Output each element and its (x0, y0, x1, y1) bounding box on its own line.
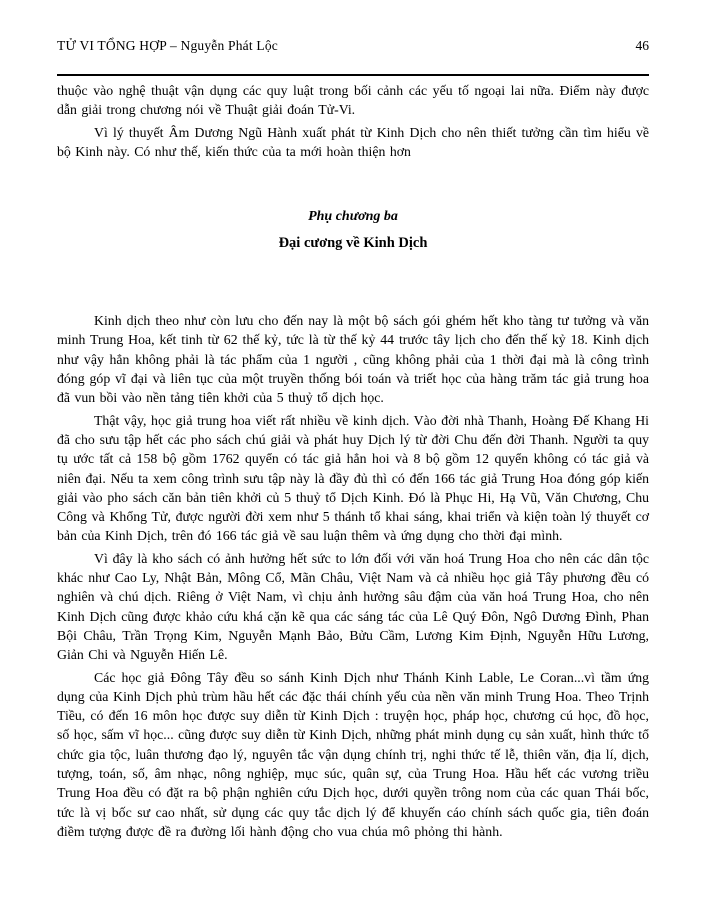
paragraph-body-2: Thật vậy, học giả trung hoa viết rất nhiều về kinh dịch. Vào đời nhà Thanh, Hoàng Đế Khang Hi đã cho sưu tập hết các pho sách chú giải và phát huy Dịch lý từ đời Chu đến đời Thanh. Người ta quy tụ ước tất cả 158 bộ gồm 1762 quyển có tác giả hẳn hoi và 8 bộ gồm 12 quyển không có tác giả và niên đại. Nếu ta xem công trình sưu tập này là đầy đủ thì có đến 166 tác giả Trung Hoa đóng góp kiến giải vào pho sách căn bản tiên khởi củ 5 thuỷ tổ Dịch Kinh. Đó là Phục Hi, Hạ Vũ, Văn Chương, Chu Công và Khổng Tử, được người đời xem như 5 thánh tổ khai sáng, khai triển và kiện toàn lý thuyết cơ bản của Kinh Dịch, trên đó 166 tác giả về sau luận thêm và ứng dụng cho thời đại mình. (57, 412, 649, 544)
page-number: 46 (635, 38, 649, 53)
chapter-title: Đại cương về Kinh Dịch (278, 235, 428, 252)
running-title: TỬ VI TỔNG HỢP – Nguyễn Phát Lộc (57, 38, 278, 53)
chapter-subtitle: Phụ chương ba (308, 209, 398, 225)
paragraph-body-3: Vì đây là kho sách có ảnh hưởng hết sức to lớn đối với văn hoá Trung Hoa cho nên các dân tộc khác như Cao Ly, Nhật Bản, Mông Cổ, Mãn Châu, Việt Nam và cả nhiều học giả Tây phương đều có nghiên và chú dịch. Riêng ở Việt Nam, vì chịu ảnh hưởng sâu đậm của văn hoá Trung Hoa, cho nên Kinh Dịch cũng được khảo cứu khá cặn kẽ qua các sáng tác của Lê Quý Đôn, Ngô Dương Đình, Phan Bội Châu, Trần Trọng Kim, Nguyễn Mạnh Bảo, Bửu Cầm, Lương Kim Định, Nguyễn Hữu Lương, Giản Chi và Nguyễn Hiến Lê. (57, 550, 649, 663)
chapter-body (57, 311, 649, 841)
paragraph-intro: Vì lý thuyết Âm Dương Ngũ Hành xuất phát từ Kinh Dịch cho nên thiết tưởng cần tìm hiểu về bộ Kinh này. Có như thế, kiến thức của ta mới hoàn thiện hơn (57, 124, 649, 159)
header-rule (57, 74, 649, 76)
paragraph-body-1: Kinh dịch theo như còn lưu cho đến nay là một bộ sách gói ghém hết kho tàng tư tưởng và văn minh Trung Hoa, kết tinh từ 62 thế kỷ, tức là từ thế kỷ 44 trước tây lịch cho đến thế kỷ 18. Kinh dịch như vậy hẳn không phải là tác phẩm của 1 người , cũng không phải của 1 thời đại mà là công trình đóng góp vĩ đại và liên tục của một truyền thống bói toán và triết học của hàng trăm tác giả trung hoa đã vun bồi vào nền tảng tiên khởi của 5 thuỷ tổ dịch học. (57, 313, 649, 406)
paragraph-continuation: thuộc vào nghệ thuật vận dụng các quy luật trong bối cảnh các yếu tố ngoại lai nữa. Điểm này được dẫn giải trong chương nói về Thuật giải đoán Tử-Vi. (57, 83, 649, 118)
page-header (57, 38, 649, 54)
chapter-heading-block (57, 209, 649, 252)
paragraph-body-4: Các học giả Đông Tây đều so sánh Kinh Dịch như Thánh Kinh Lable, Le Coran...vì tầm ứng dụng của Kinh Dịch phủ trùm hầu hết các đặc thái chính yếu của nền văn minh Trung Hoa. Theo Trịnh Tiều, có đến 16 môn học được suy diễn từ Kinh Dịch : truyện học, pháp học, chương cú học, đồ học, số học, sấm vĩ học... cũng được suy diễn từ Kinh Dịch, những phát minh dụng cụ sản xuất, hình thức tổ chức gia tộc, luân thương đạo lý, nguyên tắc vận dụng chính trị, nghi thức tế lễ, thiên văn, địa lí, dịch, tượng, toán, số, âm nhạc, nông nghiệp, mục súc, quân sự, của Trung Hoa. Hầu hết các vương triều Trung Hoa đều có đặt ra bộ phận nghiên cứu Dịch học, dưới quyền trông nom của các quan Thái bốc, tức là vị bốc sư cao nhất, sử dụng các quy tắc dịch lý để khuyến cáo chính sách quốc gia, tiên đoán điềm tượng được đề ra đường lối hành động cho vua chúa mô phỏng thi hành. (57, 669, 649, 839)
